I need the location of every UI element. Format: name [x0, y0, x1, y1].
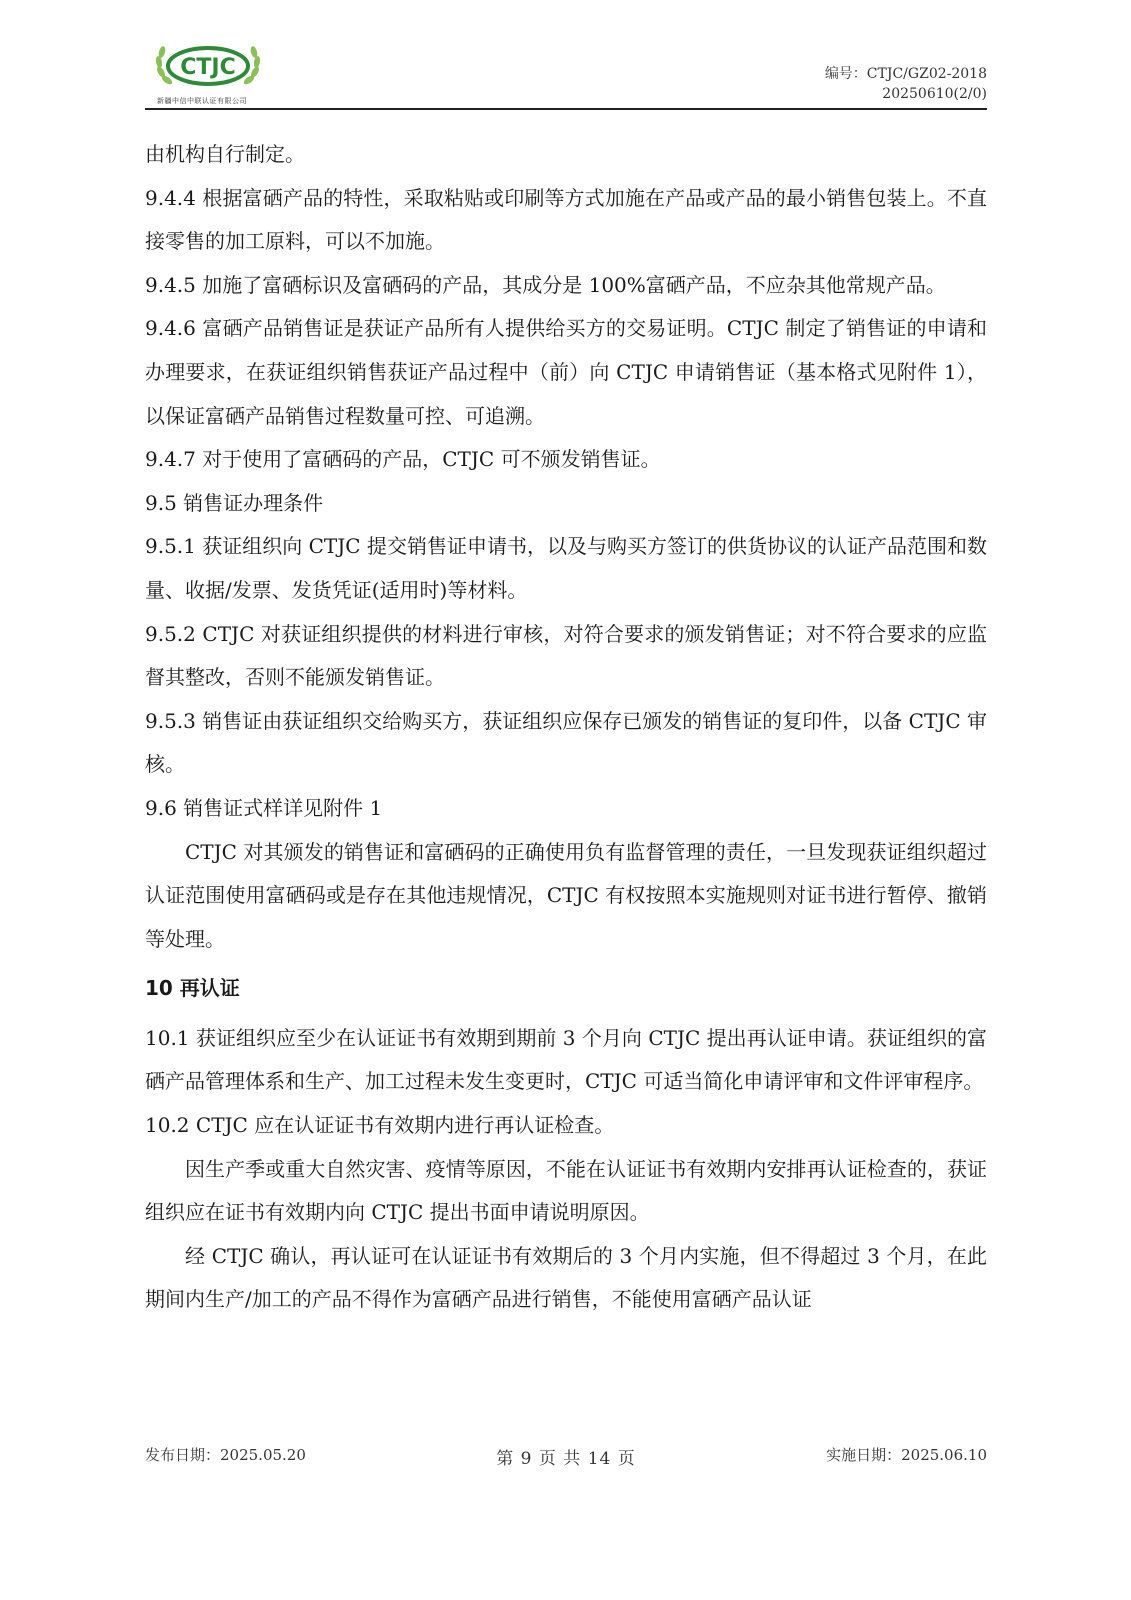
clause-9-5-1: 9.5.1 获证组织向 CTJC 提交销售证申请书，以及与购买方签订的供货协议的认证产品范围和数量、收据/发票、发货凭证(适用时)等材料。 — [145, 534, 987, 602]
clause-9-5-3: 9.5.3 销售证由获证组织交给购买方，获证组织应保存已颁发的销售证的复印件，以备 CTJC 审核。 — [145, 708, 987, 777]
logo-text: CTJC — [180, 55, 236, 80]
page-header — [145, 36, 987, 110]
clause-10-2: 10.2 CTJC 应在认证证书有效期内进行再认证检查。 — [145, 1113, 615, 1138]
doc-version: 20250610(2/0) — [882, 86, 987, 102]
clause-9-4-7: 9.4.7 对于使用了富硒码的产品，CTJC 可不颁发销售证。 — [145, 447, 661, 472]
section-10-heading: 10 再认证 — [145, 976, 240, 1001]
paragraph: CTJC 对其颁发的销售证和富硒码的正确使用负有监督管理的责任，一旦发现获证组织超过认证范围使用富硒码或是存在其他违规情况，CTJC 有权按照本实施规则对证书进行暂停、撤销等处理。 — [145, 839, 987, 951]
page-number: 第 9 页 共 14 页 — [496, 1449, 636, 1469]
paragraph: 因生产季或重大自然灾害、疫情等原因，不能在认证证书有效期内安排再认证检查的，获证组织应在证书有效期内向 CTJC 提出书面申请说明原因。 — [145, 1156, 987, 1225]
section-9-5-heading: 9.5 销售证办理条件 — [145, 490, 324, 515]
document-body — [145, 133, 987, 1322]
paragraph: 由机构自行制定。 — [145, 142, 305, 166]
publish-date: 发布日期：2025.05.20 — [145, 1446, 306, 1464]
effective-date: 实施日期：2025.06.10 — [826, 1446, 987, 1464]
document-meta — [825, 64, 987, 104]
clause-9-5-2: 9.5.2 CTJC 对获证组织提供的材料进行审核，对符合要求的颁发销售证；对不符合要求的应监督其整改，否则不能颁发销售证。 — [145, 621, 987, 690]
company-logo — [153, 42, 263, 105]
clause-10-1: 10.1 获证组织应至少在认证证书有效期到期前 3 个月向 CTJC 提出再认证申请。获证组织的富硒产品管理体系和生产、加工过程未发生变更时，CTJC 可适当简化申请评审和文件评审程序。 — [145, 1025, 987, 1094]
section-9-6-heading: 9.6 销售证式样详见附件 1 — [145, 795, 383, 820]
doc-number: 编号：CTJC/GZ02-2018 — [824, 66, 987, 82]
clause-9-4-6: 9.4.6 富硒产品销售证是获证产品所有人提供给买方的交易证明。CTJC 制定了销售证的申请和办理要求，在获证组织销售获证产品过程中（前）向 CTJC 申请销售证（基本格式见附件 1），以保证富硒产品销售过程数量可控、可追溯。 — [145, 316, 987, 428]
paragraph: 经 CTJC 确认，再认证可在认证证书有效期后的 3 个月内实施，但不得超过 3 个月，在此期间内生产/加工的产品不得作为富硒产品进行销售，不能使用富硒产品认证 — [145, 1243, 987, 1312]
clause-9-4-5: 9.4.5 加施了富硒标识及富硒码的产品，其成分是 100%富硒产品，不应杂其他常规产品。 — [145, 272, 946, 297]
clause-9-4-4: 9.4.4 根据富硒产品的特性，采取粘贴或印刷等方式加施在产品或产品的最小销售包装上。不直接零售的加工原料，可以不加施。 — [145, 185, 987, 254]
logo-caption: 新疆中信中联认证有限公司 — [157, 97, 247, 105]
